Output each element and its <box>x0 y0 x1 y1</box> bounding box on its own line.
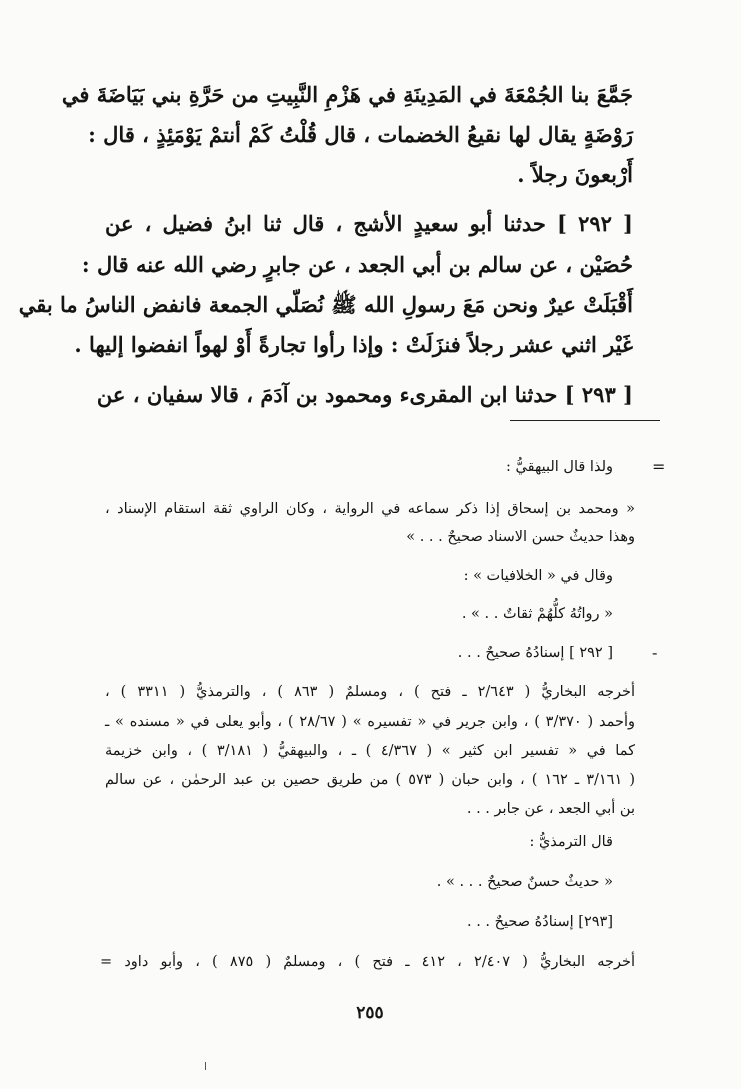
footnote-line-1: ولذا قال البيهقيُّ : <box>506 459 613 475</box>
hadith-292-line-1: [ ٢٩٢ ] حدثنا أبو سعيدٍ الأشج ، قال ثنا ابنُ فضيل ، عن <box>105 211 633 236</box>
continuation-marker: = <box>652 457 666 476</box>
footnote-tirmidhi-quote: « حديثٌ حسنٌ صحيحٌ . . . » . <box>436 874 613 890</box>
footnote-line-2: « ومحمد بن إسحاق إذا ذكر سماعه في الرواية ، وكان الراوي ثقة استقام الإسناد ، <box>105 501 635 517</box>
footnote-line-5: « رواتُهُ كلُّهُمْ ثقاتٌ . . » . <box>461 606 613 622</box>
footnote-292-line-5: بن أبي الجعد ، عن جابر . . . <box>466 801 635 817</box>
footnote-292-line-1: أخرجه البخاريُّ ( ٢/٦٤٣ ـ فتح ) ، ومسلمٌ ( ٨٦٣ ) ، والترمذيُّ ( ٣٣١١ ) ، <box>105 684 636 700</box>
hadith-292-line-4: غَيْر اثني عشر رجلاً فنزَلَتْ : وإذا رأوا تجارةً أَوْ لهواً انفضوا إليها . <box>74 332 633 357</box>
main-text-line-2: رَوْضَةٍ يقال لها نقيعُ الخضمات ، قال قُلْتُ كَمْ أنتمْ يَوْمَئِذٍ ، قال : <box>88 122 633 147</box>
hadith-292-line-2: حُصَيْن ، عن سالم بن أبي الجعد ، عن جابرٍ رضي الله عنه قال : <box>81 252 633 277</box>
footnote-292-heading: [ ٢٩٢ ] إسنادُهُ صحيحٌ . . . <box>457 645 613 661</box>
footnote-292-line-3: كما في « تفسير ابن كثير » ( ٤/٣٦٧ ) ـ ، والبيهقيُّ ( ٣/١٨١ ) ، وابن خزيمة <box>105 743 636 759</box>
footnote-separator <box>510 420 660 421</box>
hadith-292-line-3: أَقْبَلَتْ عيرٌ ونحن مَعَ رسولِ الله ﷺ نُصَلّي الجمعة فانفض الناسُ ما بقي <box>18 292 633 317</box>
hadith-293-line-1: [ ٢٩٣ ] حدثنا ابن المقرىء ومحمود بن آدَمَ ، قالا سفيان ، عن <box>96 382 633 407</box>
footnote-292-line-4: ( ٣/١٦١ ـ ١٦٢ ) ، وابن حبان ( ٥٧٣ ) من طريق حصين بن عبد الرحمٰن ، عن سالم <box>105 772 635 788</box>
page-number: ٢٥٥ <box>356 1003 384 1023</box>
footnote-293-line-1: أخرجه البخاريُّ ( ٢/٤٠٧ ، ٤١٢ ـ فتح ) ، ومسلمٌ ( ٨٧٥ ) ، وأبو داود = <box>100 954 635 970</box>
footnote-line-3: وهذا حديثٌ حسن الاسناد صحيحٌ . . . » <box>406 529 635 545</box>
footnote-293-heading: [٢٩٣] إسنادُهُ صحيحٌ . . . <box>466 914 613 930</box>
footnote-292-line-2: وأحمد ( ٣/٣٧٠ ) ، وابن جرير في « تفسيره » ( ٢٨/٦٧ ) ، وأبو يعلى في « مسنده » ـ <box>105 714 635 730</box>
footnote-dash-marker: - <box>652 643 658 662</box>
main-text-line-1: جَمَّعَ بنا الجُمْعَةَ في المَدِينَةِ في هَزْمِ النَّبِيتِ من حَرَّةِ بني بَيَاضَةَ في <box>61 82 633 107</box>
scan-mark <box>205 1062 206 1070</box>
footnote-line-4: وقال في « الخلافيات » : <box>463 568 613 584</box>
footnote-tirmidhi-heading: قال الترمذيُّ : <box>529 834 613 850</box>
main-text-line-3: أَرْبعونَ رجلاً . <box>517 162 633 187</box>
